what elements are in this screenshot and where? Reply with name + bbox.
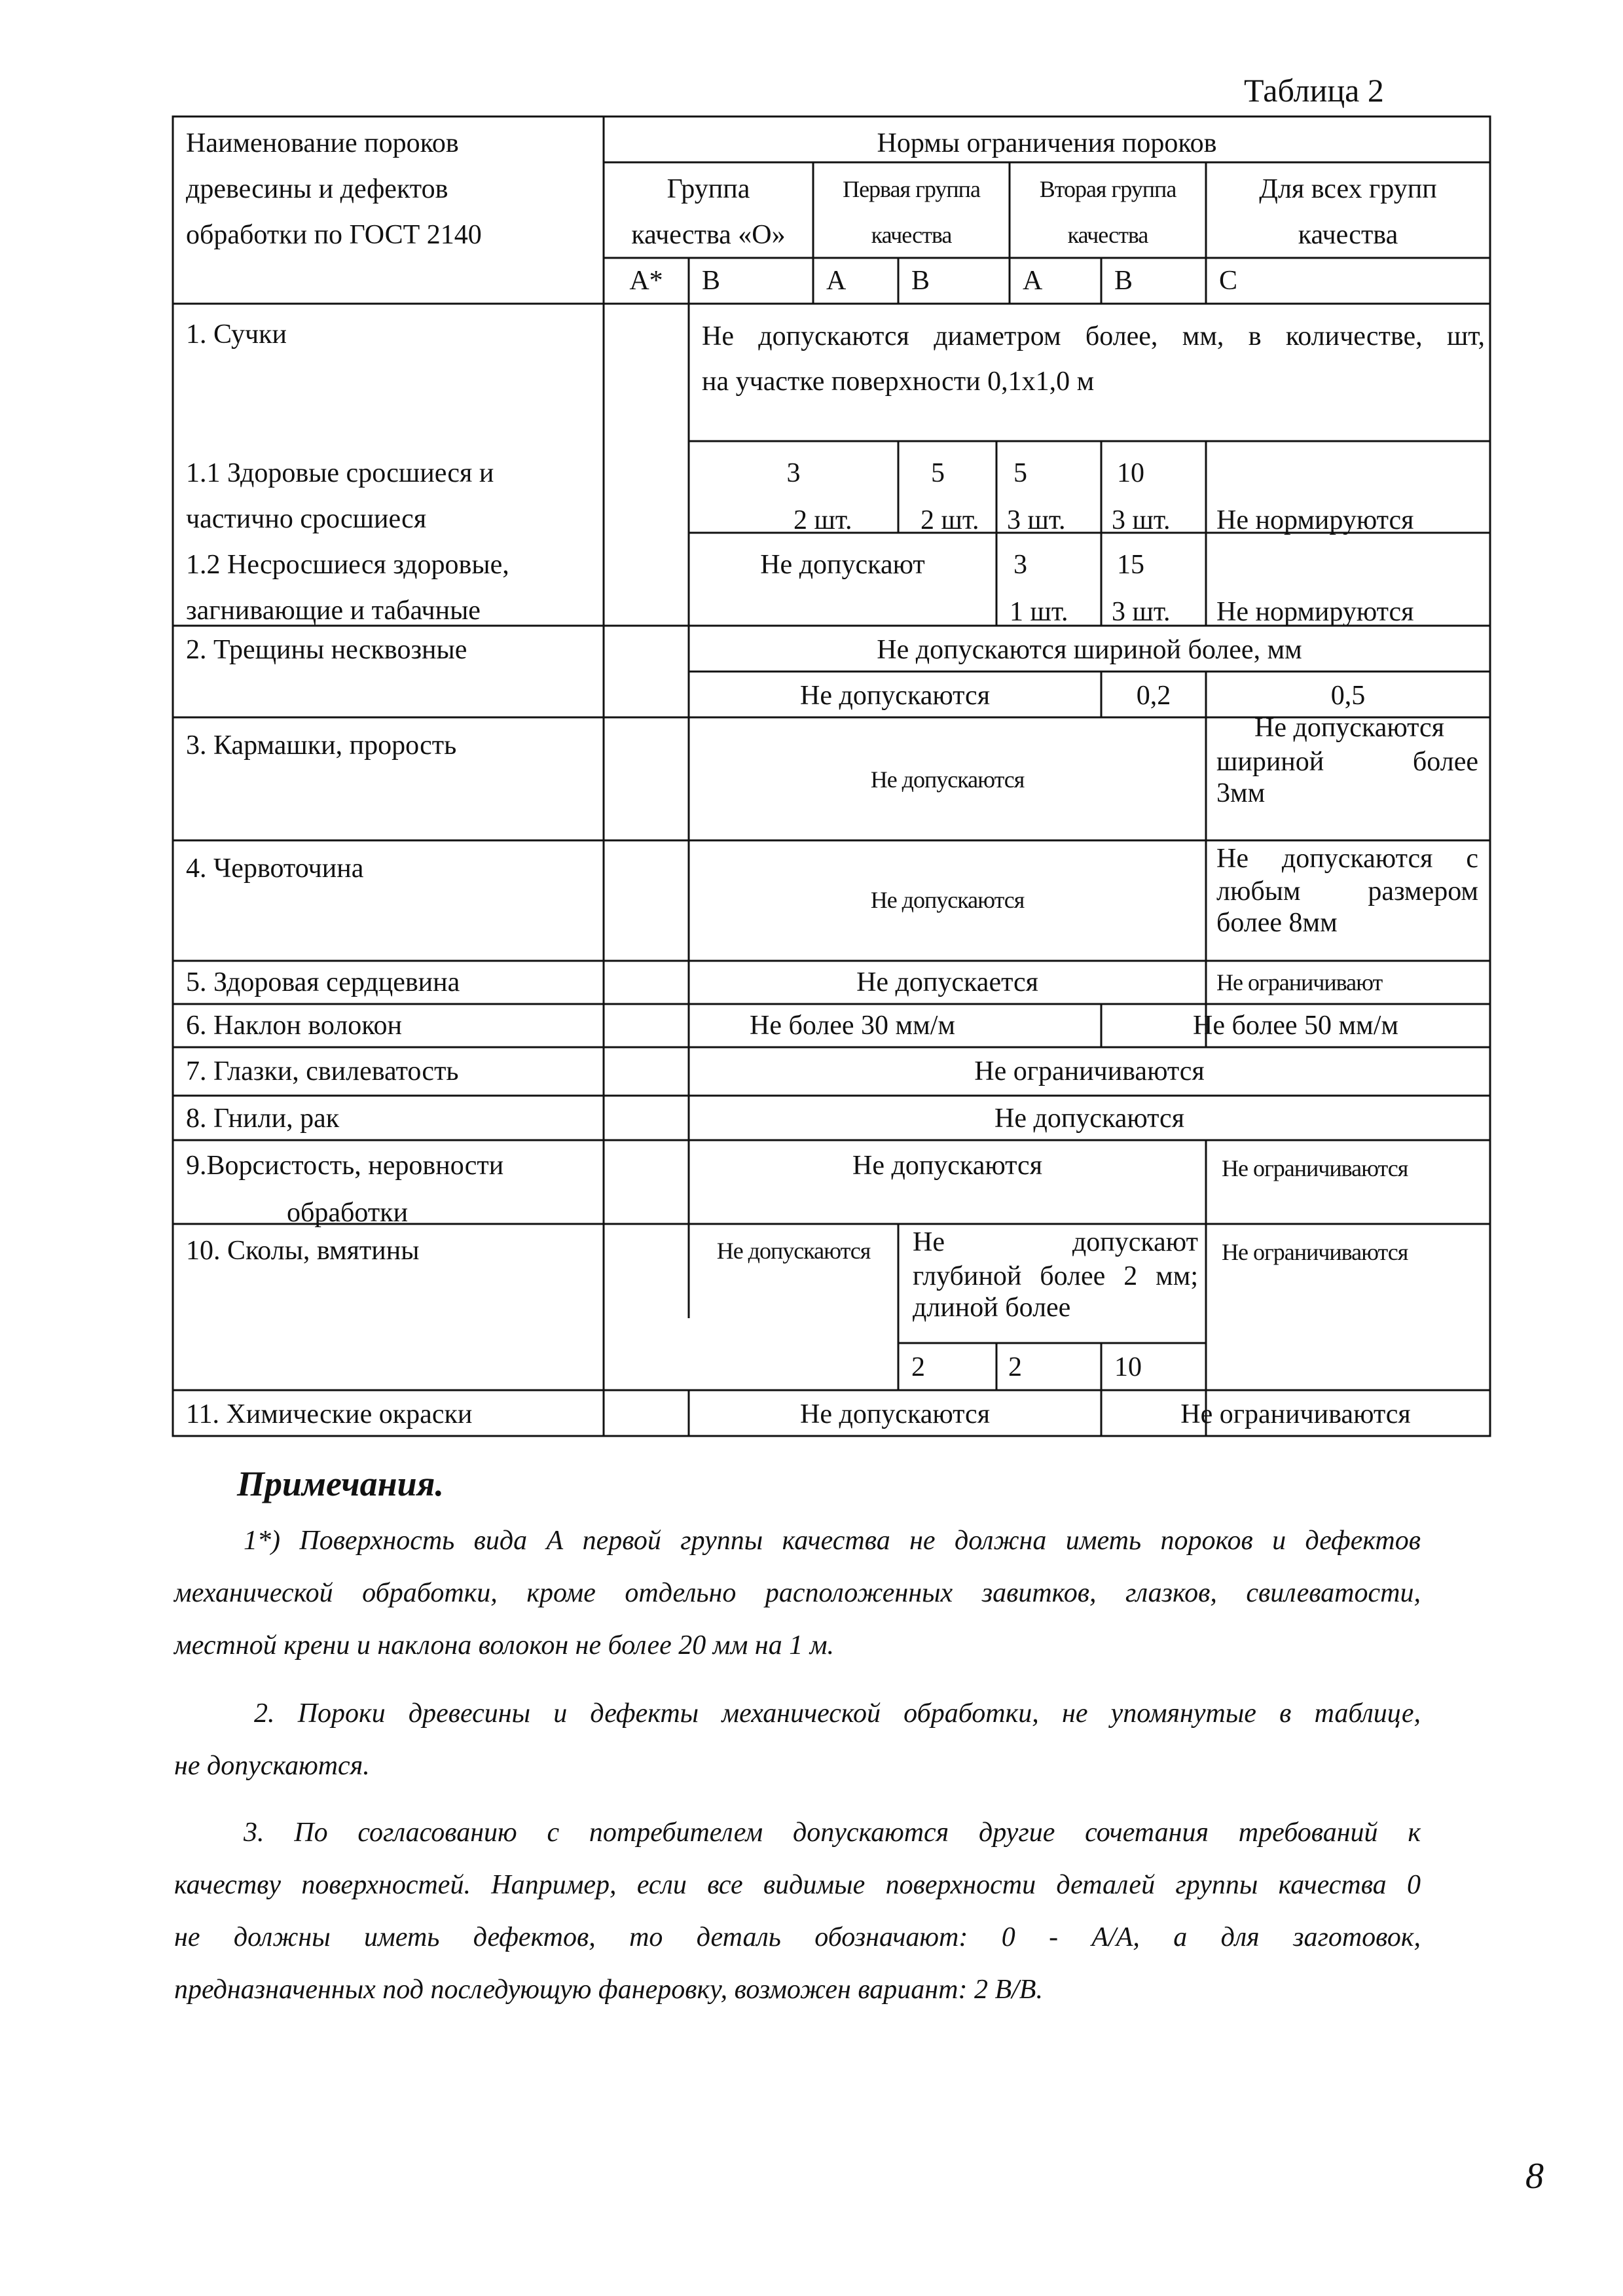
row10-c: Не ограничиваются (1222, 1239, 1408, 1265)
header-group-o-line1: Группа (666, 174, 750, 204)
row12-name-line1: 1.2 Несросшиеся здоровые, (186, 550, 509, 580)
header-norms: Нормы ограничения пороков (877, 128, 1217, 158)
row11-b2-top: 5 (931, 458, 945, 488)
row2-norm-top: Не допускаются шириной более, мм (877, 635, 1302, 665)
row6-name: 6. Наклон волокон (186, 1011, 403, 1041)
header-group1-line2: качества (871, 222, 952, 248)
table-caption: Таблица 2 (1244, 72, 1384, 109)
row10-b1: Не допускаются (716, 1238, 871, 1264)
header-sub-b1: В (702, 266, 721, 296)
row7-norm: Не ограничиваются (974, 1056, 1205, 1086)
row2-c: 0,5 (1330, 681, 1366, 711)
row10-norm-line1: Не допускают (913, 1227, 1198, 1257)
row12-a3-top: 3 (1013, 550, 1027, 580)
row1-norm-line2: на участке поверхности 0,1х1,0 м (702, 367, 1095, 397)
note1-line2: механической обработки, кроме отдельно расположенных завитков, глазков, свилеватости, (174, 1578, 1421, 1608)
header-group-o-line2: качества «О» (631, 220, 786, 250)
row4-c-line1: Не допускаются с (1216, 844, 1478, 874)
row11-b3-bot: 3 шт. (1112, 505, 1171, 535)
row11-a3-bot: 3 шт. (1007, 505, 1066, 535)
row4-c-line2: любым размером (1216, 876, 1478, 906)
row9-name-line1: 9.Ворсистость, неровности (186, 1151, 504, 1181)
row6-norm-left: Не более 30 мм/м (750, 1011, 955, 1041)
row10-norm-line3: длиной более (913, 1293, 1071, 1323)
note2-line1: 2. Пороки древесины и дефекты механической обработки, не упомянутые в таблице, (254, 1698, 1421, 1729)
note1-line3: местной крени и наклона волокон не более 20 мм на 1 м. (174, 1630, 835, 1660)
header-all-line2: качества (1298, 220, 1398, 250)
row12-a3-bot: 1 шт. (1010, 597, 1068, 627)
header-name-line1: Наименование пороков (186, 128, 459, 158)
row10-value2: 2 (1008, 1352, 1022, 1382)
row5-name: 5. Здоровая сердцевина (186, 967, 460, 997)
row9-norm: Не допускаются (852, 1151, 1043, 1181)
row11-b1-top: 3 (786, 458, 801, 488)
row3-c-line1: Не допускаются (1254, 713, 1445, 743)
note3-line1: 3. По согласованию с потребителем допускаются другие сочетания требований к (244, 1818, 1421, 1848)
header-sub-a-star: А* (629, 266, 663, 296)
header-name-line2: древесины и дефектов (186, 174, 448, 204)
note2-line2: не допускаются. (174, 1751, 370, 1781)
row11-a3-top: 5 (1013, 458, 1027, 488)
row11x-left: Не допускаются (799, 1399, 991, 1429)
row10-value3: 10 (1114, 1352, 1142, 1382)
row11-b3-top: 10 (1117, 458, 1144, 488)
row11x-right: Не ограничиваются (1180, 1399, 1411, 1429)
header-sub-c: С (1219, 266, 1238, 296)
header-name-line3: обработки по ГОСТ 2140 (186, 220, 482, 250)
row1-name: 1. Сучки (186, 319, 287, 350)
row2-norm-bot: Не допускаются (799, 681, 991, 711)
row4-c-line3: более 8мм (1216, 908, 1338, 938)
row10-value1: 2 (911, 1352, 925, 1382)
row12-norm: Не допускают (760, 550, 925, 580)
defects-table (172, 115, 1491, 1437)
header-sub-b3: В (1114, 266, 1133, 296)
row12-b3-bot: 3 шт. (1112, 597, 1171, 627)
row2-b3: 0,2 (1136, 681, 1171, 711)
row11x-name: 11. Химические окраски (186, 1399, 473, 1429)
note1-line1: 1*) Поверхность вида А первой группы качества не должна иметь пороков и дефектов (244, 1526, 1421, 1556)
header-sub-b2: В (911, 266, 930, 296)
row1-norm-line1: Не допускаются диаметром более, мм, в количестве, шт, (702, 321, 1485, 351)
row2-name: 2. Трещины несквозные (186, 635, 467, 665)
header-sub-a3: А (1023, 266, 1043, 296)
row10-norm-line2: глубиной более 2 мм; (913, 1261, 1198, 1291)
note3-line4: предназначенных под последующую фанеровку, возможен вариант: 2 В/В. (174, 1975, 1043, 2005)
row5-norm: Не допускается (856, 967, 1038, 997)
header-all-line1: Для всех групп (1259, 174, 1437, 204)
row8-norm: Не допускаются (994, 1103, 1185, 1134)
row8-name: 8. Гнили, рак (186, 1103, 340, 1134)
row11-b1-bot: 2 шт. (793, 505, 852, 535)
row9-name-line2: обработки (287, 1198, 409, 1228)
note3-line2: качеству поверхностей. Например, если все видимые поверхности деталей группы качества 0 (174, 1870, 1421, 1900)
header-group2-line1: Вторая группа (1039, 176, 1176, 202)
row3-norm: Не допускаются (870, 766, 1025, 793)
row11-c: Не нормируются (1216, 505, 1414, 535)
page-number: 8 (1525, 2156, 1544, 2197)
row11-b2-bot: 2 шт. (921, 505, 979, 535)
notes-title: Примечания. (237, 1464, 444, 1503)
row11-name-line2: частично сросшиеся (186, 504, 427, 534)
row3-c-line3: 3мм (1216, 778, 1266, 808)
row12-c: Не нормируются (1216, 597, 1414, 627)
row3-name: 3. Кармашки, прорость (186, 730, 457, 761)
header-group1-line1: Первая группа (843, 176, 980, 202)
header-sub-a2: А (826, 266, 847, 296)
row6-norm-right: Не более 50 мм/м (1193, 1011, 1398, 1041)
row3-c-line2: шириной более (1216, 747, 1478, 777)
row5-c: Не ограничивают (1216, 969, 1383, 996)
row7-name: 7. Глазки, свилеватость (186, 1056, 459, 1086)
row11-name-line1: 1.1 Здоровые сросшиеся и (186, 458, 494, 488)
row9-c: Не ограничиваются (1222, 1155, 1408, 1181)
note3-line3: не должны иметь дефектов, то деталь обозначают: 0 - А/А, а для заготовок, (174, 1922, 1421, 1952)
row10-name: 10. Сколы, вмятины (186, 1236, 420, 1266)
row4-norm: Не допускаются (870, 887, 1025, 913)
header-group2-line2: качества (1067, 222, 1148, 248)
row12-name-line2: загнивающие и табачные (186, 596, 481, 626)
row12-b3-top: 15 (1117, 550, 1144, 580)
row4-name: 4. Червоточина (186, 853, 364, 884)
